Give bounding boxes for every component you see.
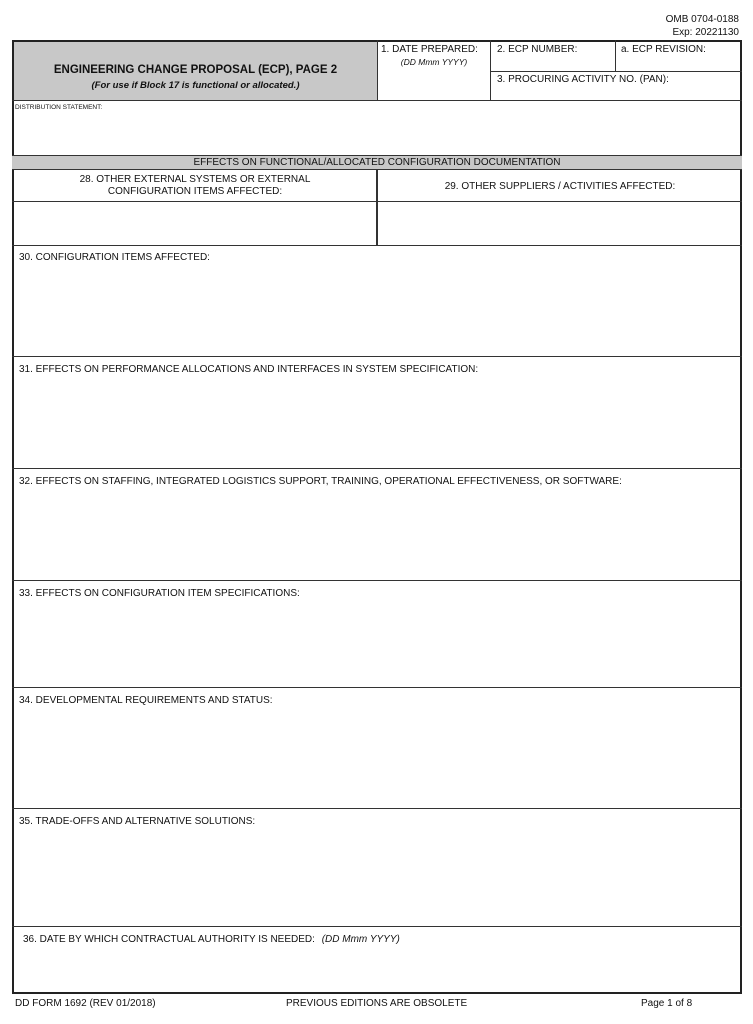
block-36-input[interactable] xyxy=(20,950,320,986)
block-34-input[interactable] xyxy=(15,709,739,806)
date-prepared-label: 1. DATE PREPARED: xyxy=(381,44,478,55)
date-prepared-hint: (DD Mmm YYYY) xyxy=(400,57,468,67)
effects-section-heading: EFFECTS ON FUNCTIONAL/ALLOCATED CONFIGURATION DOCUMENTATION xyxy=(193,157,561,168)
procuring-activity-input[interactable] xyxy=(494,86,739,99)
distribution-statement-label: DISTRIBUTION STATEMENT: xyxy=(15,104,103,111)
footer-form-number: DD FORM 1692 (REV 01/2018) xyxy=(15,998,156,1009)
divider xyxy=(490,71,742,72)
divider xyxy=(12,808,742,809)
block-36-label xyxy=(23,934,400,946)
block-36-hint: (DD Mmm YYYY) xyxy=(321,934,400,945)
omb-number: OMB 0704-0188 xyxy=(665,14,739,25)
footer-page-number: Page 1 of 8 xyxy=(641,998,693,1009)
block-35-input[interactable] xyxy=(15,830,739,924)
block-30-label: 30. CONFIGURATION ITEMS AFFECTED: xyxy=(19,252,210,263)
divider xyxy=(12,245,742,246)
divider xyxy=(12,687,742,688)
block-34-label: 34. DEVELOPMENTAL REQUIREMENTS AND STATUS: xyxy=(19,695,273,706)
block-28-label-line2: CONFIGURATION ITEMS AFFECTED: xyxy=(107,186,283,197)
block-33-label: 33. EFFECTS ON CONFIGURATION ITEM SPECIFICATIONS: xyxy=(19,588,300,599)
block-29-input[interactable] xyxy=(381,204,739,244)
block-30-input[interactable] xyxy=(15,266,739,354)
block-35-label: 35. TRADE-OFFS AND ALTERNATIVE SOLUTIONS: xyxy=(19,816,256,827)
block-31-input[interactable] xyxy=(15,378,739,466)
date-prepared-input[interactable] xyxy=(380,70,488,96)
divider xyxy=(12,201,742,202)
procuring-activity-label: 3. PROCURING ACTIVITY NO. (PAN): xyxy=(497,74,669,85)
form-subtitle: (For use if Block 17 is functional or allocated.) xyxy=(91,80,300,91)
ecp-revision-label: a. ECP REVISION: xyxy=(621,44,706,55)
block-29-label: 29. OTHER SUPPLIERS / ACTIVITIES AFFECTED: xyxy=(444,181,676,192)
block-32-label: 32. EFFECTS ON STAFFING, INTEGRATED LOGISTICS SUPPORT, TRAINING, OPERATIONAL EFFECTIVENESS, OR SOFTWARE: xyxy=(19,476,622,487)
block-32-input[interactable] xyxy=(15,490,739,578)
divider xyxy=(12,580,742,581)
divider xyxy=(12,356,742,357)
footer-notice: PREVIOUS EDITIONS ARE OBSOLETE xyxy=(286,998,468,1009)
block-31-label: 31. EFFECTS ON PERFORMANCE ALLOCATIONS AND INTERFACES IN SYSTEM SPECIFICATION: xyxy=(19,364,479,375)
divider xyxy=(615,40,616,71)
block-33-input[interactable] xyxy=(15,602,739,685)
distribution-statement-input[interactable] xyxy=(15,114,739,153)
form-title: ENGINEERING CHANGE PROPOSAL (ECP), PAGE 2 xyxy=(53,64,338,76)
ecp-revision-input[interactable] xyxy=(619,56,739,70)
block-28-label-line1: 28. OTHER EXTERNAL SYSTEMS OR EXTERNAL xyxy=(79,174,311,185)
divider xyxy=(12,926,742,927)
effects-section-header xyxy=(12,155,742,170)
block-36-label-text: 36. DATE BY WHICH CONTRACTUAL AUTHORITY IS NEEDED: xyxy=(23,934,315,945)
ecp-number-input[interactable] xyxy=(494,56,612,70)
omb-expiry: Exp: 20221130 xyxy=(672,27,739,38)
divider xyxy=(12,100,742,101)
divider xyxy=(377,40,378,101)
ecp-number-label: 2. ECP NUMBER: xyxy=(497,44,578,55)
divider xyxy=(12,468,742,469)
title-block xyxy=(14,42,377,100)
block-28-input[interactable] xyxy=(15,204,373,244)
